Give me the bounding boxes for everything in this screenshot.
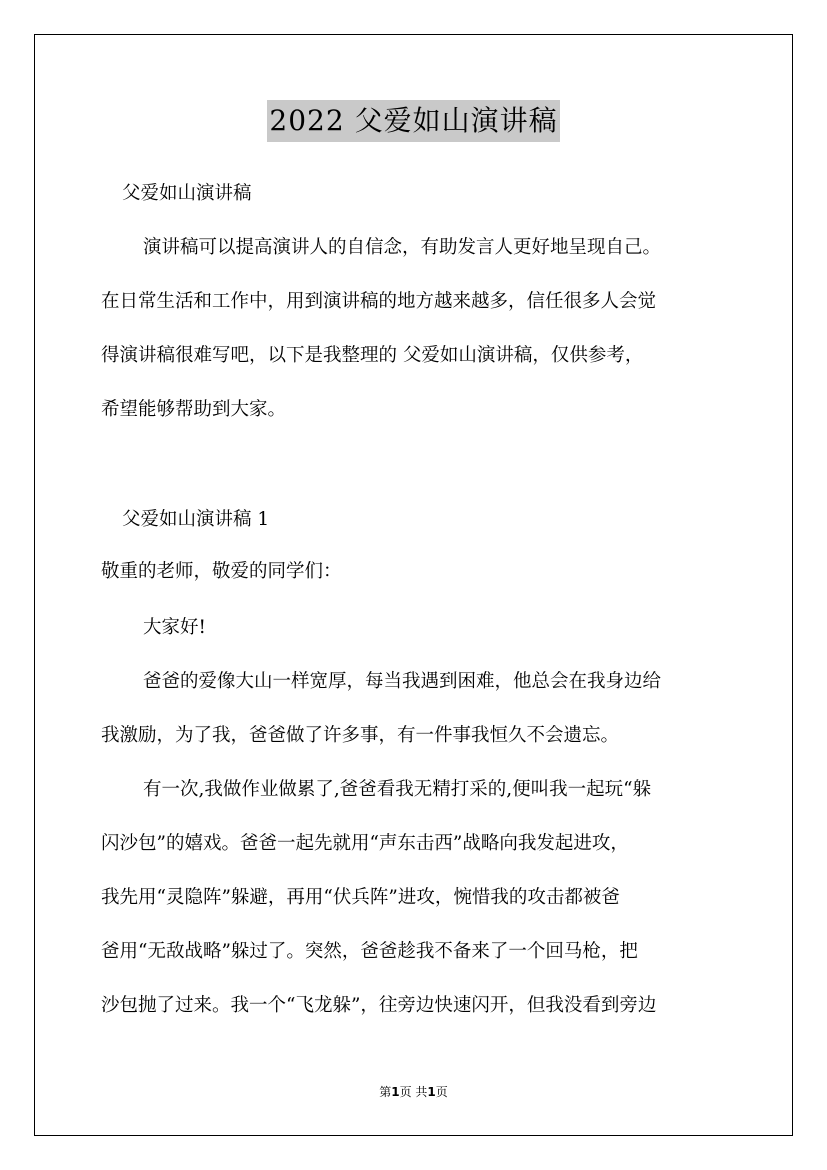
intro-line-2: 在日常生活和工作中，用到演讲稿的地方越来越多，信任很多人会觉 bbox=[101, 291, 657, 312]
footer-page-total: 1 bbox=[427, 1085, 436, 1099]
footer-prefix: 第 bbox=[379, 1085, 392, 1099]
page-footer bbox=[0, 1083, 827, 1100]
document-title-wrap bbox=[0, 100, 827, 142]
footer-suffix: 页 bbox=[435, 1085, 448, 1099]
greeting: 大家好! bbox=[143, 617, 206, 638]
body-line-4: 闪沙包”的嬉戏。爸爸一起先就用“声东击西”战略向我发起进攻， bbox=[101, 833, 629, 854]
salutation: 敬重的老师，敬爱的同学们： bbox=[101, 561, 342, 582]
footer-mid: 页 共 bbox=[399, 1085, 428, 1099]
body-line-5: 我先用“灵隐阵”躲避，再用“伏兵阵”进攻，惋惜我的攻击都被爸 bbox=[101, 887, 620, 908]
section-heading: 父爱如山演讲稿 1 bbox=[122, 509, 270, 530]
document-subtitle: 父爱如山演讲稿 bbox=[122, 183, 252, 204]
footer-page-current: 1 bbox=[391, 1085, 400, 1099]
body-line-3: 有一次,我做作业做累了,爸爸看我无精打采的,便叫我一起玩“躲 bbox=[143, 779, 652, 800]
document-title: 2022 父爱如山演讲稿 bbox=[267, 100, 559, 142]
intro-line-1: 演讲稿可以提高演讲人的自信念，有助发言人更好地呈现自己。 bbox=[143, 237, 662, 258]
body-line-7: 沙包抛了过来。我一个“飞龙躲”，往旁边快速闪开，但我没看到旁边 bbox=[101, 995, 657, 1016]
intro-line-4: 希望能够帮助到大家。 bbox=[101, 399, 287, 420]
body-line-6: 爸用“无敌战略”躲过了。突然，爸爸趁我不备来了一个回马枪，把 bbox=[101, 941, 638, 962]
intro-line-3: 得演讲稿很难写吧，以下是我整理的 父爱如山演讲稿，仅供参考， bbox=[101, 345, 644, 366]
body-line-2: 我激励，为了我，爸爸做了许多事，有一件事我恒久不会遗忘。 bbox=[101, 725, 620, 746]
body-line-1: 爸爸的爱像大山一样宽厚，每当我遇到困难，他总会在我身边给 bbox=[143, 671, 662, 692]
